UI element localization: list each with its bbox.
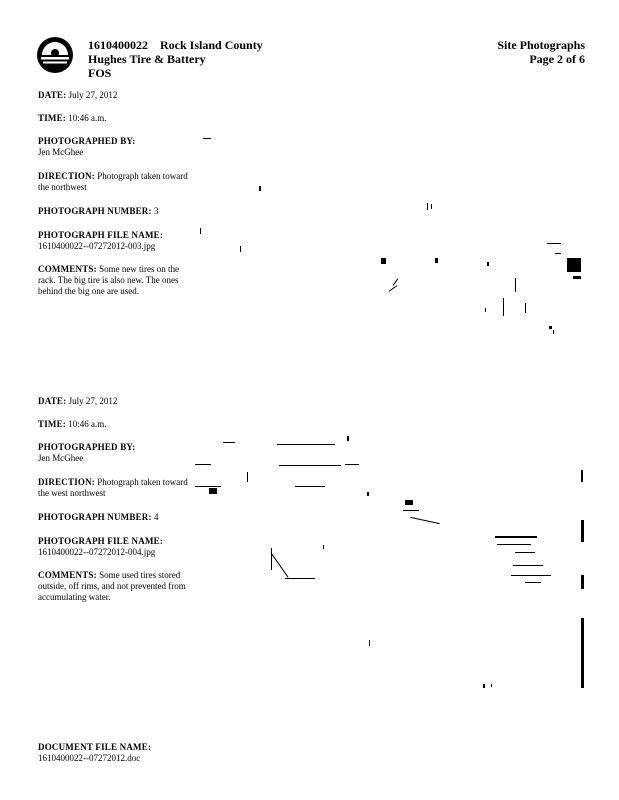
time-label: TIME: bbox=[38, 113, 66, 123]
comments-label: COMMENTS: bbox=[38, 570, 97, 580]
facility-id: 1610400022 bbox=[88, 38, 148, 52]
time-value: 10:46 a.m. bbox=[68, 113, 107, 123]
comments-value: Some used tires stored outside, off rims, and not prevented from accumulating water. bbox=[38, 570, 186, 602]
photo-number-label: PHOTOGRAPH NUMBER: bbox=[38, 206, 152, 216]
county-name: Rock Island County bbox=[160, 38, 263, 52]
photo-file-value: 1610400022--07272012-004.jpg bbox=[38, 547, 156, 557]
photo-number-label: PHOTOGRAPH NUMBER: bbox=[38, 512, 152, 522]
direction-value: Photograph taken toward the northwest bbox=[38, 171, 188, 192]
site-photo-4 bbox=[195, 430, 590, 692]
photographed-by-value: Jen McGhee bbox=[38, 453, 84, 463]
document-footer bbox=[38, 742, 151, 764]
document-file-value: 1610400022--07272012.doc bbox=[38, 753, 141, 763]
header-right bbox=[497, 38, 585, 66]
photographed-by-label: PHOTOGRAPHED BY: bbox=[38, 136, 136, 146]
site-photo-3 bbox=[195, 128, 590, 340]
time-label: TIME: bbox=[38, 419, 66, 429]
comments-value: Some new tires on the rack. The big tire is also new. The ones behind the big one are used. bbox=[38, 264, 180, 296]
direction-value: Photograph taken toward the west northwest bbox=[38, 477, 188, 498]
direction-label: DIRECTION: bbox=[38, 477, 96, 487]
photo-file-label: PHOTOGRAPH FILE NAME: bbox=[38, 536, 164, 546]
date-label: DATE: bbox=[38, 396, 67, 406]
program-code: FOS bbox=[88, 66, 112, 80]
date-value: July 27, 2012 bbox=[68, 90, 118, 100]
photo-number-value: 3 bbox=[153, 206, 159, 216]
document-file-label: DOCUMENT FILE NAME: bbox=[38, 742, 152, 752]
header-left bbox=[88, 38, 328, 80]
date-value: July 27, 2012 bbox=[68, 396, 118, 406]
photo-file-label: PHOTOGRAPH FILE NAME: bbox=[38, 230, 164, 240]
section-title: Site Photographs bbox=[497, 38, 585, 52]
photo-number-value: 4 bbox=[153, 512, 159, 522]
time-value: 10:46 a.m. bbox=[68, 419, 107, 429]
photographed-by-value: Jen McGhee bbox=[38, 147, 84, 157]
photographed-by-label: PHOTOGRAPHED BY: bbox=[38, 442, 136, 452]
date-label: DATE: bbox=[38, 90, 67, 100]
photo-file-value: 1610400022--07272012-003.jpg bbox=[38, 241, 156, 251]
site-name: Hughes Tire & Battery bbox=[88, 52, 206, 66]
direction-label: DIRECTION: bbox=[38, 171, 96, 181]
agency-logo bbox=[36, 36, 74, 74]
page-number: Page 2 of 6 bbox=[529, 52, 585, 66]
comments-label: COMMENTS: bbox=[38, 264, 97, 274]
